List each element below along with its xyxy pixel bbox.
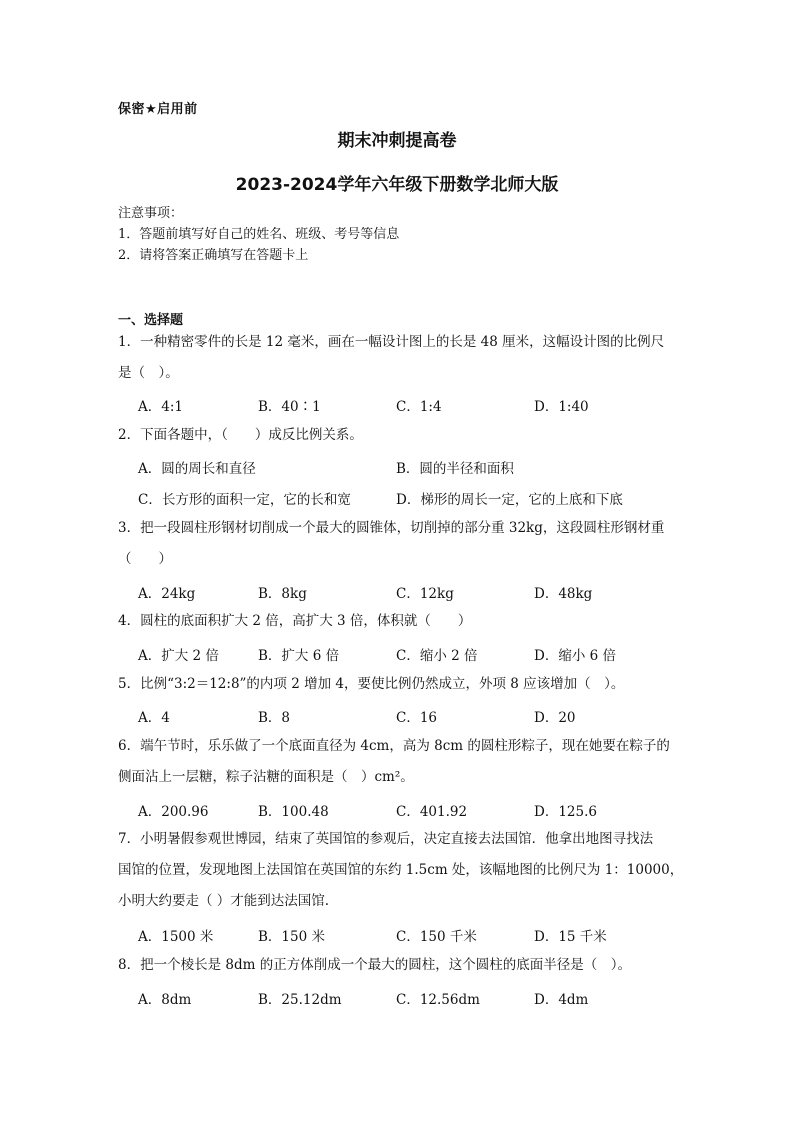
question-text: 是（ ）。 (118, 365, 179, 381)
option-b[interactable]: B．150 米 (258, 929, 325, 945)
option-b[interactable]: B．25.12dm (258, 992, 342, 1008)
confidential-label: 保密★启用前 (118, 102, 198, 117)
question-text: （ ） (118, 551, 172, 567)
page-subtitle: 2023-2024学年六年级下册数学北师大版 (235, 175, 559, 195)
question-text: 侧面沾上一层糖，粽子沾糖的面积是（ ）cm²。 (118, 769, 414, 785)
question-text: 8．把一个棱长是 8dm 的正方体削成一个最大的圆柱，这个圆柱的底面半径是（ ）。 (118, 957, 631, 973)
option-a[interactable]: A．4 (138, 710, 170, 726)
question-5 (118, 669, 690, 700)
option-b[interactable]: B．扩大 6 倍 (258, 648, 340, 664)
question-2-options-row1 (138, 457, 698, 477)
section-title: 一、选择题 (118, 313, 184, 328)
question-1 (118, 327, 690, 389)
question-5-options (138, 706, 698, 726)
option-d[interactable]: D．48kg (534, 586, 593, 602)
option-c[interactable]: C．401.92 (396, 804, 468, 820)
option-b[interactable]: B．圆的半径和面积 (396, 461, 514, 477)
question-7 (118, 824, 690, 917)
option-c[interactable]: C．1:4 (396, 399, 442, 415)
option-d[interactable]: D．1:40 (534, 399, 589, 415)
option-c[interactable]: C．缩小 2 倍 (396, 648, 478, 664)
option-d[interactable]: D．缩小 6 倍 (534, 648, 616, 664)
question-1-options (138, 395, 698, 415)
question-text: 国馆的位置，发现地图上法国馆在英国馆的东约 1.5cm 处，该幅地图的比例尺为 1：10000， (118, 862, 684, 878)
option-b[interactable]: B．40∶1 (258, 399, 321, 415)
question-2 (118, 420, 690, 451)
option-b[interactable]: B．8kg (258, 586, 307, 602)
option-c[interactable]: C．16 (396, 710, 438, 726)
option-c[interactable]: C．12.56dm (396, 992, 480, 1008)
question-3-options (138, 582, 698, 602)
option-a[interactable]: A．圆的周长和直径 (138, 461, 256, 477)
question-7-options (138, 925, 698, 945)
option-d[interactable]: D．4dm (534, 992, 589, 1008)
question-6-options (138, 800, 698, 820)
question-2-options-row2 (138, 488, 698, 508)
notes-heading: 注意事项： (118, 206, 184, 221)
question-text: 小明大约要走（ ）才能到达法国馆. (118, 893, 330, 909)
option-d[interactable]: D．梯形的周长一定，它的上底和下底 (396, 492, 623, 508)
option-b[interactable]: B．8 (258, 710, 291, 726)
option-d[interactable]: D．20 (534, 710, 576, 726)
question-text: 5．比例“3:2＝12:8”的内项 2 增加 4，要使比例仍然成立，外项 8 应该增加（ ）。 (118, 676, 625, 692)
question-text: 2．下面各题中，（ ）成反比例关系。 (118, 427, 363, 443)
question-4-options (138, 644, 698, 664)
question-6 (118, 731, 690, 793)
option-a[interactable]: A．1500 米 (138, 929, 214, 945)
question-text: 3．把一段圆柱形钢材切削成一个最大的圆锥体，切削掉的部分重 32kg，这段圆柱形钢材重 (118, 520, 665, 536)
notes-item: 2．请将答案正确填写在答题卡上 (118, 248, 309, 263)
option-d[interactable]: D．15 千米 (534, 929, 607, 945)
question-text: 7．小明暑假参观世博园，结束了英国馆的参观后，决定直接去法国馆．他拿出地图寻找法 (118, 831, 654, 847)
option-c[interactable]: C．150 千米 (396, 929, 477, 945)
option-a[interactable]: A．8dm (138, 992, 192, 1008)
option-b[interactable]: B．100.48 (258, 804, 329, 820)
option-c[interactable]: C．12kg (396, 586, 454, 602)
notes-block (118, 203, 399, 266)
option-a[interactable]: A．扩大 2 倍 (138, 648, 219, 664)
question-8-options (138, 988, 698, 1008)
question-4 (118, 606, 690, 637)
option-d[interactable]: D．125.6 (534, 804, 597, 820)
option-a[interactable]: A．4:1 (138, 399, 183, 415)
question-3 (118, 513, 690, 575)
question-text: 1．一种精密零件的长是 12 毫米，画在一幅设计图上的长是 48 厘米，这幅设计图的比例尺 (118, 334, 665, 350)
option-c[interactable]: C．长方形的面积一定，它的长和宽 (138, 492, 351, 508)
notes-item: 1．答题前填写好自己的姓名、班级、考号等信息 (118, 227, 400, 242)
page-title: 期末冲刺提高卷 (337, 131, 457, 151)
option-a[interactable]: A．200.96 (138, 804, 209, 820)
question-8 (118, 950, 690, 981)
question-text: 4．圆柱的底面积扩大 2 倍，高扩大 3 倍，体积就（ ） (118, 613, 472, 629)
option-a[interactable]: A．24kg (138, 586, 196, 602)
question-text: 6．端午节时，乐乐做了一个底面直径为 4cm，高为 8cm 的圆柱形粽子，现在她要在粽子的 (118, 738, 670, 754)
